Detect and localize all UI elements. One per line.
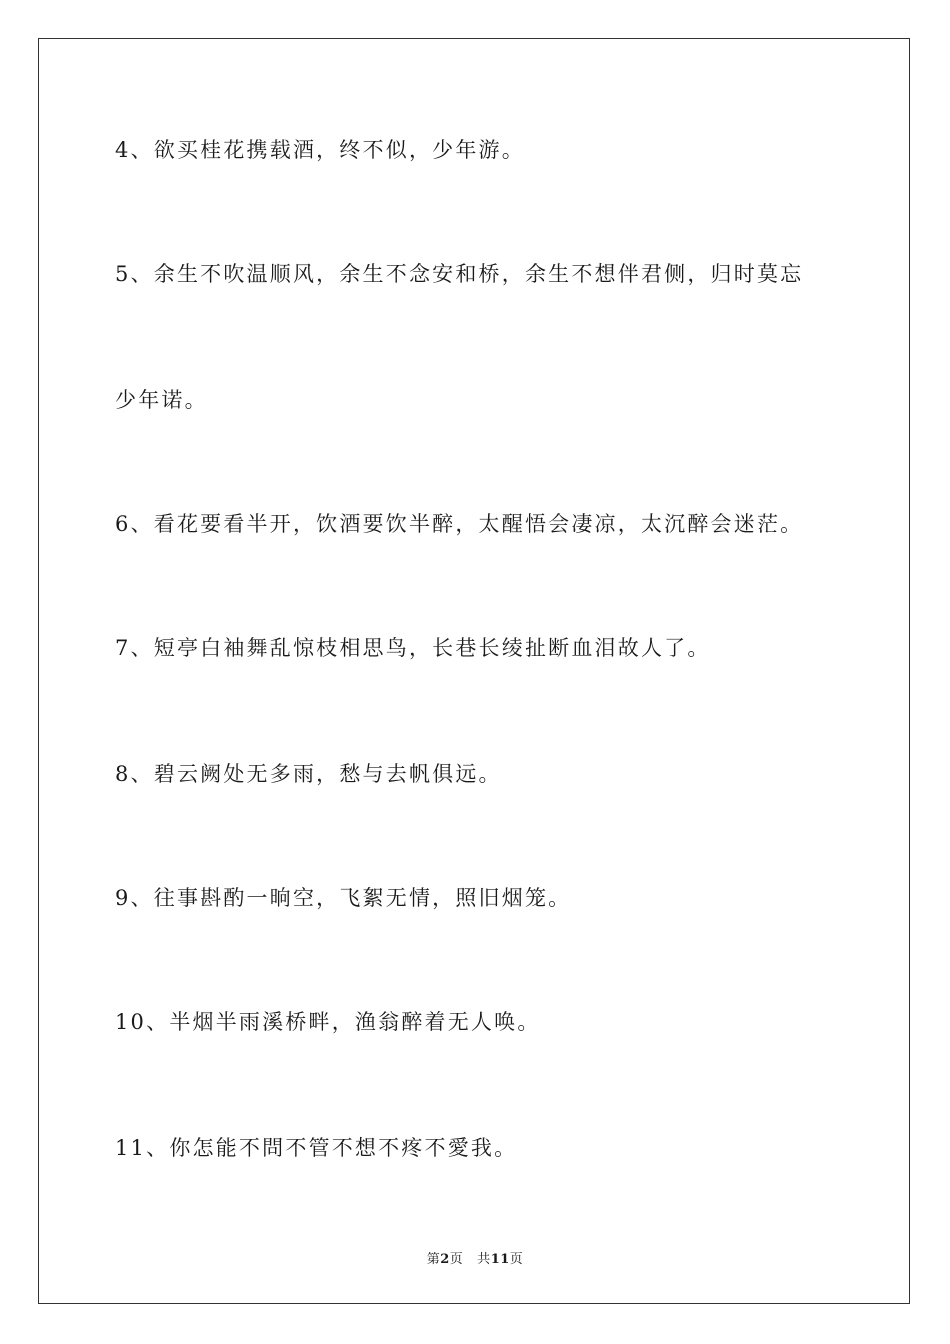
page-suffix: 页	[449, 1252, 464, 1267]
page-footer	[0, 1248, 950, 1267]
text-line: 少年诺。	[115, 388, 208, 412]
text-line: 5、余生不吹温顺风，余生不念安和桥，余生不想伴君侧，归时莫忘	[115, 262, 804, 286]
page-border	[38, 38, 910, 1304]
text-line: 4、欲买桂花携载酒，终不似，少年游。	[115, 138, 525, 162]
page-prefix: 第	[426, 1252, 441, 1267]
total-prefix: 共	[477, 1252, 491, 1267]
current-page-number: 2	[440, 1252, 450, 1267]
total-pages-number: 11	[490, 1252, 510, 1267]
text-line: 9、往事斟酌一晌空，飞絮无情，照旧烟笼。	[115, 886, 572, 910]
text-line: 6、看花要看半开，饮酒要饮半醉，太醒悟会凄凉，太沉醉会迷茫。	[115, 512, 804, 536]
text-line: 7、短亭白袖舞乱惊枝相思鸟，长巷长绫扯断血泪故人了。	[115, 636, 711, 660]
text-line: 11、你怎能不問不管不想不疼不愛我。	[115, 1136, 518, 1160]
text-line: 8、碧云阙处无多雨，愁与去帆俱远。	[115, 762, 502, 786]
total-suffix: 页	[509, 1252, 524, 1267]
text-line: 10、半烟半雨溪桥畔，渔翁醉着无人唤。	[115, 1010, 541, 1034]
